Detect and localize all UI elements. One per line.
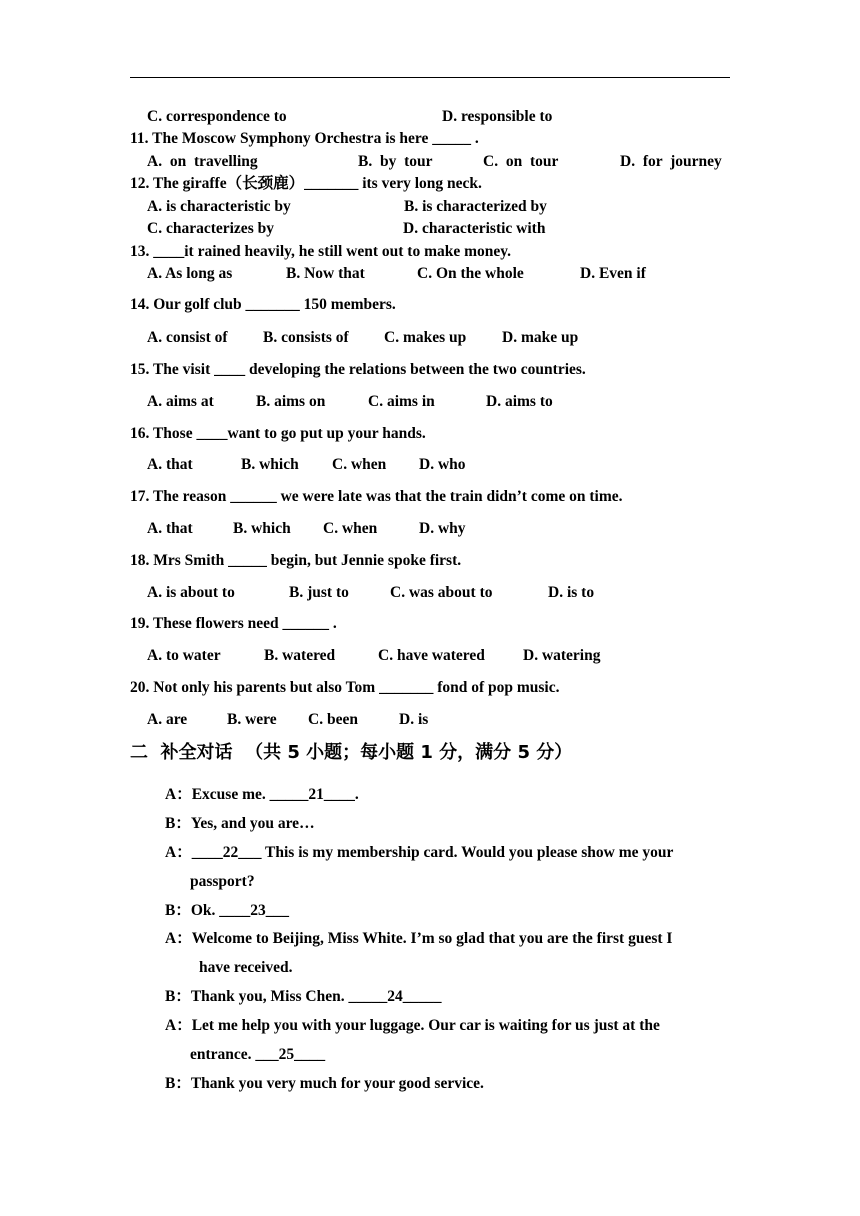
q17-option-a: A. that [147, 520, 193, 537]
q20-stem: 20. Not only his parents but also Tom _______ fond of pop music. [130, 679, 560, 696]
q19-option-c: C. have watered [378, 647, 485, 664]
dialogue-line: A：____22___ This is my membership card. Would you please show me your [165, 844, 674, 861]
q16-option-a: A. that [147, 456, 193, 473]
dialogue-line: B：Yes, and you are… [165, 815, 315, 832]
q13-option-b: B. Now that [286, 265, 365, 282]
q14-option-d: D. make up [502, 329, 579, 346]
q15-stem: 15. The visit ____ developing the relations between the two countries. [130, 361, 586, 378]
dialogue-line-continuation: entrance. ___25____ [190, 1046, 326, 1063]
dialogue-line: A：Excuse me. _____21____. [165, 786, 359, 803]
q13-option-d: D. Even if [580, 265, 646, 282]
q18-stem: 18. Mrs Smith _____ begin, but Jennie spoke first. [130, 552, 462, 569]
q19-stem: 19. These flowers need ______ . [130, 615, 337, 632]
q17-stem: 17. The reason ______ we were late was that the train didn’t come on time. [130, 488, 623, 505]
q11-stem: 11. The Moscow Symphony Orchestra is here _____ . [130, 130, 479, 147]
q10-option-d: D. responsible to [442, 108, 553, 125]
q17-option-c: C. when [323, 520, 378, 537]
q20-option-c: C. been [308, 711, 358, 728]
q10-option-c: C. correspondence to [147, 108, 287, 125]
q13-option-c: C. On the whole [417, 265, 524, 282]
q15-option-a: A. aims at [147, 393, 214, 410]
q15-option-b: B. aims on [256, 393, 326, 410]
q11-option-b: B. by tour [358, 153, 433, 170]
q11-option-a: A. on travelling [147, 153, 258, 170]
q12-option-c: C. characterizes by [147, 220, 274, 237]
q20-option-d: D. is [399, 711, 429, 728]
q12-stem: 12. The giraffe（长颈鹿）_______ its very long neck. [130, 175, 482, 192]
q14-option-a: A. consist of [147, 329, 228, 346]
q17-option-b: B. which [233, 520, 291, 537]
dialogue-line-continuation: passport? [190, 873, 255, 890]
q12-option-a: A. is characteristic by [147, 198, 291, 215]
dialogue-line: A：Welcome to Beijing, Miss White. I’m so glad that you are the first guest I [165, 930, 673, 947]
q13-option-a: A. As long as [147, 265, 233, 282]
q13-stem: 13. ____it rained heavily, he still went out to make money. [130, 243, 512, 260]
q19-option-a: A. to water [147, 647, 221, 664]
top-rule [130, 77, 730, 78]
q14-option-b: B. consists of [263, 329, 349, 346]
q20-option-a: A. are [147, 711, 188, 728]
q19-option-d: D. watering [523, 647, 601, 664]
section-heading: 二 补全对话 （共 5 小题；每小题 1 分，满分 5 分） [130, 742, 573, 763]
q18-option-d: D. is to [548, 584, 595, 601]
q19-option-b: B. watered [264, 647, 336, 664]
q16-stem: 16. Those ____want to go put up your hands. [130, 425, 426, 442]
q18-option-b: B. just to [289, 584, 349, 601]
dialogue-line-continuation: have received. [199, 959, 293, 976]
q12-option-d: D. characteristic with [403, 220, 546, 237]
q11-option-c: C. on tour [483, 153, 559, 170]
q17-option-d: D. why [419, 520, 466, 537]
q16-option-b: B. which [241, 456, 299, 473]
q14-stem: 14. Our golf club _______ 150 members. [130, 296, 396, 313]
q12-option-b: B. is characterized by [404, 198, 547, 215]
q16-option-c: C. when [332, 456, 387, 473]
q11-option-d: D. for journey [620, 153, 722, 170]
q15-option-c: C. aims in [368, 393, 435, 410]
dialogue-line: B：Ok. ____23___ [165, 902, 290, 919]
q20-option-b: B. were [227, 711, 277, 728]
dialogue-line: A：Let me help you with your luggage. Our car is waiting for us just at the [165, 1017, 660, 1034]
q18-option-a: A. is about to [147, 584, 235, 601]
q18-option-c: C. was about to [390, 584, 493, 601]
q16-option-d: D. who [419, 456, 466, 473]
q15-option-d: D. aims to [486, 393, 553, 410]
dialogue-line: B：Thank you very much for your good service. [165, 1075, 484, 1092]
dialogue-line: B：Thank you, Miss Chen. _____24_____ [165, 988, 442, 1005]
q14-option-c: C. makes up [384, 329, 467, 346]
